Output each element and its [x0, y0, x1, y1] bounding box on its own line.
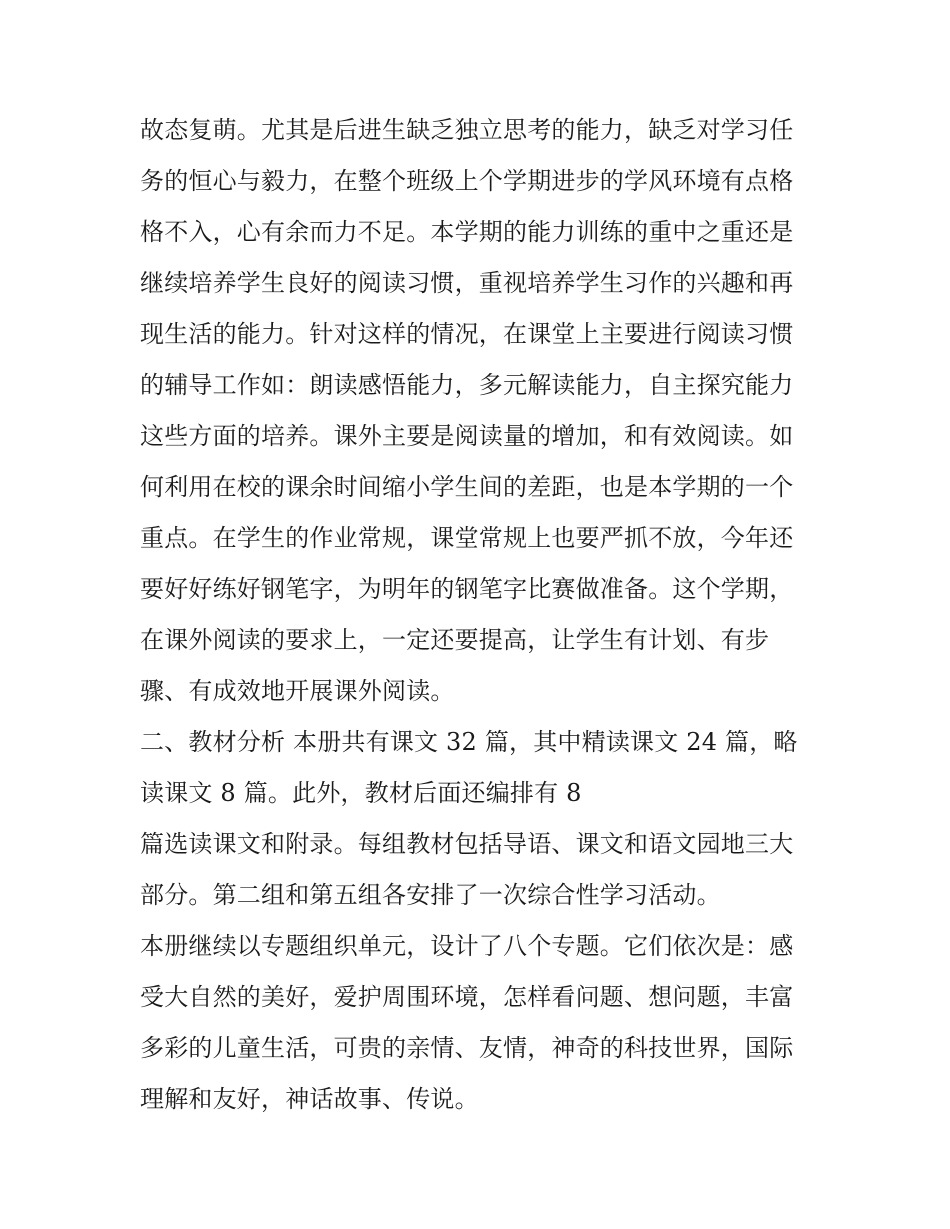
text-line: 要好好练好钢笔字，为明年的钢笔字比赛做准备。这个学期， — [140, 575, 794, 603]
text-line: 现生活的能力。针对这样的情况，在课堂上主要进行阅读习惯 — [140, 320, 794, 348]
text-line: 理解和友好，神话故事、传说。 — [140, 1085, 479, 1113]
text-line: 受大自然的美好，爱护周围环境，怎样看问题、想问题，丰富 — [140, 983, 794, 1011]
text-line: 多彩的儿童生活，可贵的亲情、友情，神奇的科技世界，国际 — [140, 1034, 794, 1062]
text-line: 篇选读课文和附录。每组教材包括导语、课文和语文园地三大 — [140, 830, 794, 858]
text-line: 这些方面的培养。课外主要是阅读量的增加，和有效阅读。如 — [140, 422, 794, 450]
text-line: 重点。在学生的作业常规，课堂常规上也要严抓不放，今年还 — [140, 524, 794, 552]
text-line: 读课文 8 篇。此外，教材后面还编排有 8 — [140, 779, 582, 807]
text-line: 务的恒心与毅力，在整个班级上个学期进步的学风环境有点格 — [140, 167, 794, 195]
text-line: 本册继续以专题组织单元，设计了八个专题。它们依次是：感 — [140, 932, 794, 960]
text-line: 何利用在校的课余时间缩小学生间的差距，也是本学期的一个 — [140, 473, 794, 501]
text-line: 的辅导工作如：朗读感悟能力，多元解读能力，自主探究能力 — [140, 371, 794, 399]
text-line: 骤、有成效地开展课外阅读。 — [140, 677, 455, 705]
text-line: 部分。第二组和第五组各安排了一次综合性学习活动。 — [140, 881, 721, 909]
text-line: 故态复萌。尤其是后进生缺乏独立思考的能力，缺乏对学习任 — [140, 116, 794, 144]
text-line: 格不入，心有余而力不足。本学期的能力训练的重中之重还是 — [140, 218, 794, 246]
text-line: 继续培养学生良好的阅读习惯，重视培养学生习作的兴趣和再 — [140, 269, 794, 297]
section-heading-line: 二、教材分析 本册共有课文 32 篇，其中精读课文 24 篇，略 — [140, 728, 798, 756]
text-line: 在课外阅读的要求上，一定还要提高，让学生有计划、有步 — [140, 626, 770, 654]
